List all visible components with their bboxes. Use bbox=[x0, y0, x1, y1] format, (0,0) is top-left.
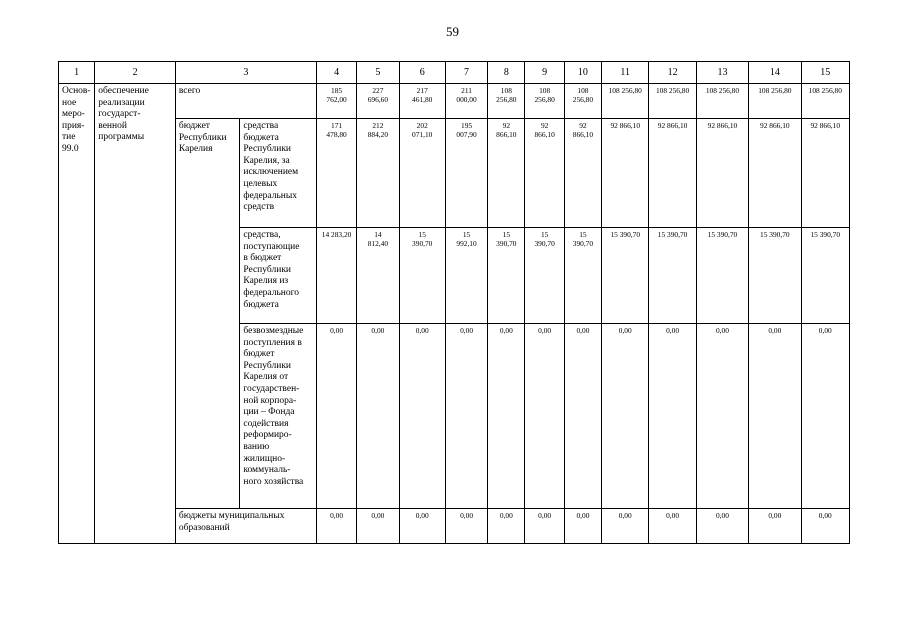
value-cell: 0,00 bbox=[649, 509, 696, 544]
value-cell: 0,00 bbox=[357, 509, 399, 544]
value-cell: 171 478,80 bbox=[316, 119, 356, 228]
value-cell: 15 390,70 bbox=[602, 228, 649, 324]
value-cell: 0,00 bbox=[445, 324, 487, 509]
value-cell: 0,00 bbox=[602, 509, 649, 544]
value-cell: 92 866,10 bbox=[564, 119, 601, 228]
row-label-rk-funds: средства бюджета Республики Карелия, за исключением целевых федеральных средств bbox=[240, 119, 317, 228]
budget-rk-label: бюджет Республики Карелия bbox=[175, 119, 239, 509]
value-cell: 0,00 bbox=[445, 509, 487, 544]
value-cell: 0,00 bbox=[696, 509, 748, 544]
value-cell: 92 866,10 bbox=[696, 119, 748, 228]
value-cell: 212 884,20 bbox=[357, 119, 399, 228]
value-cell: 0,00 bbox=[316, 509, 356, 544]
value-cell: 195 007,90 bbox=[445, 119, 487, 228]
value-cell: 15 992,10 bbox=[445, 228, 487, 324]
row-municipal bbox=[59, 509, 850, 544]
value-cell: 0,00 bbox=[399, 324, 445, 509]
value-cell: 0,00 bbox=[801, 509, 849, 544]
row-label-total: всего bbox=[175, 84, 316, 119]
value-cell: 108 256,80 bbox=[525, 84, 564, 119]
value-cell: 108 256,80 bbox=[696, 84, 748, 119]
value-cell: 0,00 bbox=[525, 324, 564, 509]
row-rk-budget bbox=[59, 119, 850, 228]
value-cell: 227 696,60 bbox=[357, 84, 399, 119]
column-header: 11 bbox=[602, 62, 649, 84]
row-total bbox=[59, 84, 850, 119]
column-header: 8 bbox=[488, 62, 525, 84]
column-header: 1 bbox=[59, 62, 95, 84]
value-cell: 185 762,00 bbox=[316, 84, 356, 119]
value-cell: 0,00 bbox=[749, 509, 801, 544]
value-cell: 15 390,70 bbox=[696, 228, 748, 324]
value-cell: 0,00 bbox=[801, 324, 849, 509]
value-cell: 0,00 bbox=[488, 509, 525, 544]
value-cell: 0,00 bbox=[564, 509, 601, 544]
value-cell: 15 390,70 bbox=[564, 228, 601, 324]
column-header: 4 bbox=[316, 62, 356, 84]
value-cell: 108 256,80 bbox=[749, 84, 801, 119]
row-label-fund-receipts: безвозмездные поступления в бюджет Республики Карелия от государствен- ной корпора- ции – Фонда содействия реформиро- ванию жилищно- коммуналь- ного хозяйства bbox=[240, 324, 317, 509]
column-header: 10 bbox=[564, 62, 601, 84]
value-cell: 108 256,80 bbox=[488, 84, 525, 119]
column-header: 2 bbox=[95, 62, 176, 84]
column-header: 3 bbox=[175, 62, 316, 84]
page-number: 59 bbox=[446, 24, 459, 39]
value-cell: 15 390,70 bbox=[749, 228, 801, 324]
value-cell: 0,00 bbox=[649, 324, 696, 509]
value-cell: 15 390,70 bbox=[801, 228, 849, 324]
value-cell: 217 461,80 bbox=[399, 84, 445, 119]
value-cell: 202 071,10 bbox=[399, 119, 445, 228]
value-cell: 0,00 bbox=[525, 509, 564, 544]
value-cell: 108 256,80 bbox=[801, 84, 849, 119]
value-cell: 14 283,20 bbox=[316, 228, 356, 324]
value-cell: 0,00 bbox=[488, 324, 525, 509]
value-cell: 92 866,10 bbox=[525, 119, 564, 228]
value-cell: 15 390,70 bbox=[488, 228, 525, 324]
table-body bbox=[59, 62, 850, 544]
value-cell: 15 390,70 bbox=[649, 228, 696, 324]
column-header: 7 bbox=[445, 62, 487, 84]
header-row bbox=[59, 62, 850, 84]
event-name: обеспечение реализации государст- венной программы bbox=[95, 84, 176, 544]
value-cell: 108 256,80 bbox=[564, 84, 601, 119]
value-cell: 0,00 bbox=[399, 509, 445, 544]
budget-table bbox=[58, 61, 850, 544]
value-cell: 211 000,00 bbox=[445, 84, 487, 119]
value-cell: 0,00 bbox=[316, 324, 356, 509]
row-label-federal-funds: средства, поступающие в бюджет Республики Карелия из федерального бюджета bbox=[240, 228, 317, 324]
value-cell: 108 256,80 bbox=[649, 84, 696, 119]
column-header: 9 bbox=[525, 62, 564, 84]
value-cell: 14 812,40 bbox=[357, 228, 399, 324]
value-cell: 15 390,70 bbox=[399, 228, 445, 324]
value-cell: 92 866,10 bbox=[749, 119, 801, 228]
value-cell: 108 256,80 bbox=[602, 84, 649, 119]
value-cell: 0,00 bbox=[749, 324, 801, 509]
value-cell: 15 390,70 bbox=[525, 228, 564, 324]
value-cell: 0,00 bbox=[357, 324, 399, 509]
column-header: 5 bbox=[357, 62, 399, 84]
value-cell: 92 866,10 bbox=[801, 119, 849, 228]
column-header: 14 bbox=[749, 62, 801, 84]
column-header: 13 bbox=[696, 62, 748, 84]
row-label-municipal: бюджеты муниципальных образований bbox=[175, 509, 316, 544]
value-cell: 0,00 bbox=[602, 324, 649, 509]
value-cell: 0,00 bbox=[696, 324, 748, 509]
value-cell: 92 866,10 bbox=[488, 119, 525, 228]
value-cell: 92 866,10 bbox=[649, 119, 696, 228]
column-header: 15 bbox=[801, 62, 849, 84]
event-label: Основ- ное меро- прия- тие 99.0 bbox=[59, 84, 95, 544]
value-cell: 92 866,10 bbox=[602, 119, 649, 228]
column-header: 6 bbox=[399, 62, 445, 84]
value-cell: 0,00 bbox=[564, 324, 601, 509]
column-header: 12 bbox=[649, 62, 696, 84]
